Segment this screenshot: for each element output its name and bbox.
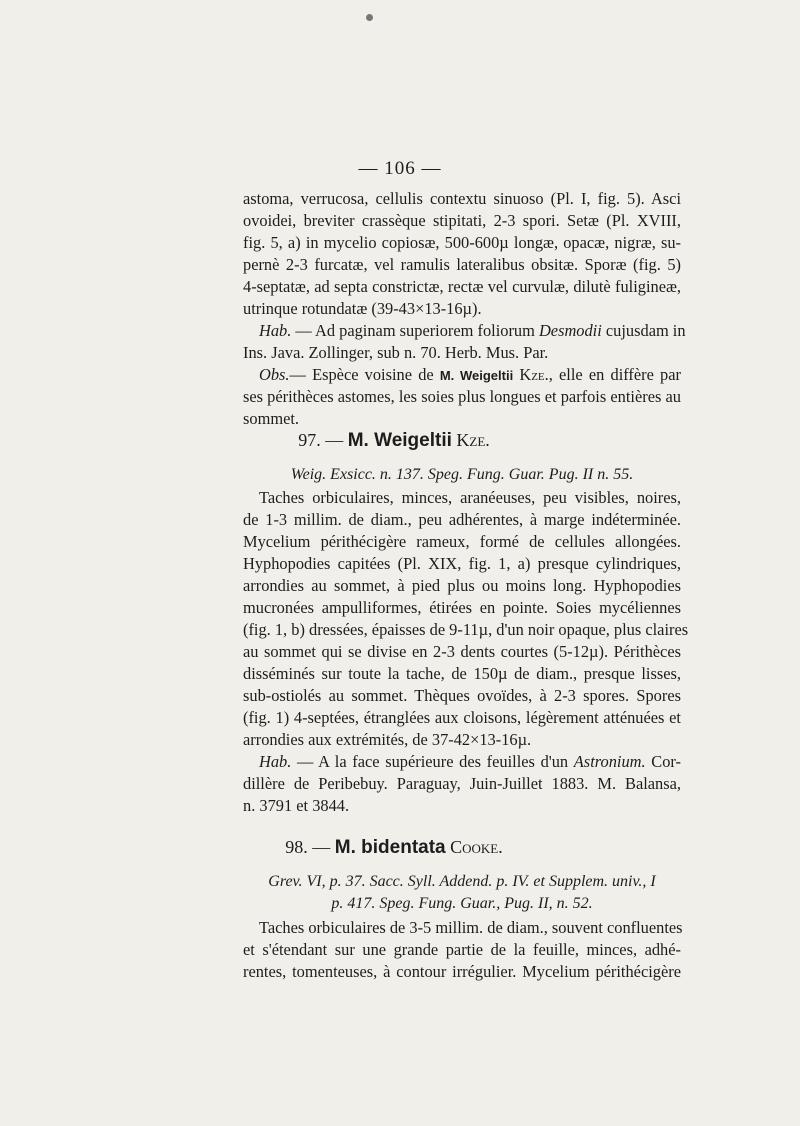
species-name: M. Weigeltii bbox=[347, 430, 452, 451]
text-line: mucronées ampulliformes, étirées en pointe. Soies mycéliennes bbox=[243, 598, 681, 617]
hab-label: Hab. bbox=[259, 321, 292, 340]
species-heading-97 bbox=[0, 430, 794, 452]
hab-text: Cor- bbox=[645, 752, 681, 771]
hab-text: — Ad paginam superiorem foliorum bbox=[291, 321, 539, 340]
page-number: — 106 — bbox=[358, 158, 442, 179]
text-line: pernè 2-3 furcatæ, vel ramulis lateralibus obsitæ. Sporæ (fig. 5) bbox=[243, 255, 681, 274]
species-name: M. bidentata bbox=[334, 837, 446, 858]
reference-line: Grev. VI, p. 37. Sacc. Syll. Addend. p. IV. et Supplem. univ., I bbox=[268, 873, 656, 890]
text-line: Taches orbiculaires, minces, aranéeuses, peu visibles, noires, bbox=[259, 488, 681, 507]
author-name: Kze. bbox=[519, 365, 549, 384]
text-line: ovoidei, breviter crassèque stipitati, 2-3 spori. Setæ (Pl. XVIII, bbox=[243, 211, 681, 230]
host-species: Astronium. bbox=[573, 752, 646, 771]
text-line: dillère de Peribebuy. Paraguay, Juin-Juillet 1883. M. Balansa, bbox=[243, 774, 681, 793]
reference-line: Weig. Exsicc. n. 137. Speg. Fung. Guar. Pug. II n. 55. bbox=[290, 466, 634, 483]
species-author: Cooke. bbox=[450, 837, 503, 857]
text-line: 4-septatæ, ad septa constrictæ, rectæ vel curvulæ, dilutè fuligineæ, bbox=[243, 277, 681, 296]
hab-text: — A la face supérieure des feuilles d'un bbox=[291, 752, 574, 771]
species-author: Kze. bbox=[456, 430, 490, 450]
text-line: (fig. 1, b) dressées, épaisses de 9-11µ, d'un noir opaque, plus claires bbox=[243, 620, 689, 639]
hab-text: cujusdam in bbox=[601, 321, 686, 340]
hab-paragraph bbox=[243, 751, 681, 773]
text-line: disséminés sur toute la tache, de 150µ de diam., presque lisses, bbox=[243, 664, 681, 683]
text-line: fig. 5, a) in mycelio copiosæ, 500-600µ longæ, opacæ, nigræ, su- bbox=[243, 233, 681, 252]
binding-hole-dot bbox=[366, 14, 373, 21]
text-line: (fig. 1) 4-septées, étranglées aux cloisons, légèrement atténuées et bbox=[243, 708, 681, 727]
text-line: de 1-3 millim. de diam., peu adhérentes, à marge indéterminée. bbox=[243, 510, 681, 529]
text-line: utrinque rotundatæ (39-43×13-16µ). bbox=[243, 299, 482, 318]
text-line: astoma, verrucosa, cellulis contextu sinuoso (Pl. I, fig. 5). Asci bbox=[243, 189, 681, 208]
text-line: Hyphopodies capitées (Pl. XIX, fig. 1, a) presque cylindriques, bbox=[243, 554, 681, 573]
species-heading-98 bbox=[0, 837, 794, 859]
obs-text: — Espèce voisine de bbox=[289, 365, 440, 384]
text-line: Mycelium périthécigère rameux, formé de cellules allongées. bbox=[243, 532, 681, 551]
text-line: sub-ostiolés au sommet. Thèques ovoïdes, à 2-3 spores. Spores bbox=[243, 686, 681, 705]
obs-label: Obs. bbox=[259, 365, 290, 384]
text-line: sommet. bbox=[243, 409, 299, 428]
hab-label: Hab. bbox=[259, 752, 292, 771]
text-line: au sommet qui se divise en 2-3 dents courtes (5-12µ). Périthèces bbox=[243, 642, 681, 661]
text-line: rentes, tomenteuses, à contour irrégulier. Mycelium périthécigère bbox=[243, 962, 681, 981]
text-line: ses périthèces astomes, les soies plus longues et parfois entières au bbox=[243, 387, 681, 406]
species-number: 97. — bbox=[298, 430, 348, 450]
host-species: Desmodii bbox=[538, 321, 602, 340]
obs-text: , elle en diffère par bbox=[548, 365, 681, 384]
text-line: Ins. Java. Zollinger, sub n. 70. Herb. Mus. Par. bbox=[243, 343, 549, 362]
text-line: arrondies aux extrémités, de 37-42×13-16µ. bbox=[243, 730, 532, 749]
text-line: Taches orbiculaires de 3-5 millim. de diam., souvent confluentes bbox=[259, 918, 683, 937]
text-line: arrondies au sommet, à pied plus ou moins long. Hyphopodies bbox=[243, 576, 681, 595]
species-reference: M. Weigeltii bbox=[439, 368, 514, 383]
text-line: n. 3791 et 3844. bbox=[243, 796, 350, 815]
species-number: 98. — bbox=[285, 837, 335, 857]
text-line: et s'étendant sur une grande partie de la feuille, minces, adhé- bbox=[243, 940, 681, 959]
obs-paragraph bbox=[243, 364, 681, 386]
hab-paragraph bbox=[243, 320, 686, 342]
reference-line: p. 417. Speg. Fung. Guar., Pug. II, n. 52. bbox=[331, 895, 593, 912]
